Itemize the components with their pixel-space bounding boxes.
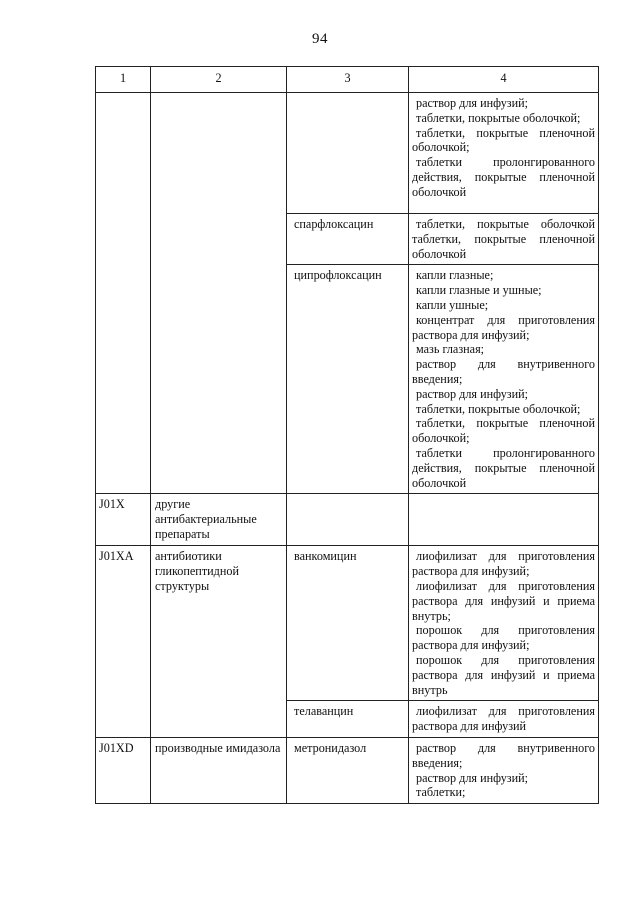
page-number: 94 xyxy=(312,31,328,47)
substance-cell: ванкомицин xyxy=(287,546,409,701)
group-cell xyxy=(151,93,287,494)
dosage-forms-cell: раствор для инфузий; таблетки, покрытые оболочкой; таблетки, покрытые пленочной оболочкой; таблетки пролонгированного действия, покрытые пленочной оболочкой xyxy=(409,93,599,214)
table-row xyxy=(96,737,599,803)
substance-cell: спарфлоксацин xyxy=(287,214,409,265)
group-cell: антибиотики гликопептидной структуры xyxy=(151,546,287,738)
substance-cell xyxy=(287,494,409,546)
substance-cell: ципрофлоксацин xyxy=(287,265,409,494)
group-cell: другие антибактериальные препараты xyxy=(151,494,287,546)
table-row xyxy=(96,494,599,546)
dosage-forms-cell xyxy=(409,494,599,546)
dosage-forms-cell: капли глазные; капли глазные и ушные; капли ушные; концентрат для приготовления раствора для инфузий; мазь глазная; раствор для внутривенного введения; раствор для инфузий; таблетки, покрытые оболочкой; таблетки, покрытые пленочной оболочкой; таблетки пролонгированного действия, покрытые пленочной оболочкой xyxy=(409,265,599,494)
header-col-2: 2 xyxy=(151,67,287,93)
table-row xyxy=(96,93,599,214)
dosage-forms-cell: лиофилизат для приготовления раствора для инфузий; лиофилизат для приготовления раствора для инфузий и приема внутрь; порошок для приготовления раствора для инфузий; порошок для приготовления раствора для инфузий и приема внутрь xyxy=(409,546,599,701)
header-col-1: 1 xyxy=(96,67,151,93)
table-row xyxy=(96,546,599,701)
table-header-row xyxy=(96,67,599,93)
substance-cell: телаванцин xyxy=(287,701,409,738)
atc-code-cell: J01XA xyxy=(96,546,151,738)
dosage-forms-cell: лиофилизат для приготовления раствора для инфузий xyxy=(409,701,599,738)
atc-code-cell: J01XD xyxy=(96,737,151,803)
header-col-3: 3 xyxy=(287,67,409,93)
header-col-4: 4 xyxy=(409,67,599,93)
substance-cell xyxy=(287,93,409,214)
dosage-forms-cell: раствор для внутривенного введения; раствор для инфузий; таблетки; xyxy=(409,737,599,803)
atc-code-cell: J01X xyxy=(96,494,151,546)
dosage-forms-cell: таблетки, покрытые оболочкой таблетки, покрытые пленочной оболочкой xyxy=(409,214,599,265)
group-cell: производные имидазола xyxy=(151,737,287,803)
atc-code-cell xyxy=(96,93,151,494)
substance-cell: метронидазол xyxy=(287,737,409,803)
drug-table xyxy=(95,66,599,804)
